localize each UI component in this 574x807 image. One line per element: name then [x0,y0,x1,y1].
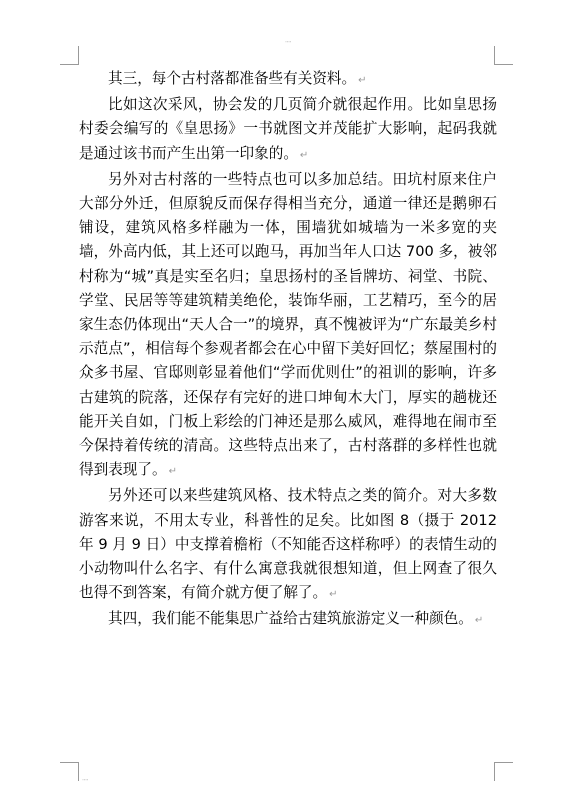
paragraph-3 [79,168,497,485]
crop-mark-top-right [494,46,513,65]
paragraph-mark: ↵ [329,589,338,601]
paragraph-1 [79,67,497,93]
paragraph-2 [79,93,497,168]
crop-mark-bottom-right [494,762,513,781]
paragraph-text: 另外还可以来些建筑风格、技术特点之类的简介。对大多数游客来说，不用太专业，科普性的足矣。比如图 8（摄于 2012 年 9 月 9 日）中支撑着檐桁（不知能否这样称呼）的表情生动的小动物叫什么名字、有什么寓意我就很想知道，但上网查了很久也得不到答案，有简介就方便了解了。 [79,487,497,602]
paragraph-mark: ↵ [299,149,309,161]
paragraph-text: 其三，每个古村落都准备些有关资料。 [108,70,357,87]
paragraph-text: 另外对古村落的一些特点也可以多加总结。田坑村原来住户大部分外迁，但原貌反而保存得相当充分，通道一律还是鹅卵石铺设，建筑风格多样融为一体，围墙犹如城墙为一米多宽的夹墙，外高内低，其上还可以跑马，再加当年人口达 700 多，被邻村称为“城”真是实至名归；皇思扬村的圣旨牌坊、祠堂、书院、学堂、民居等等建筑精美绝伦，装饰华丽，工艺精巧，至今的居家生态仍体现出“天人合一”的境界，真不愧被评为“广东最美乡村示范点”，相信每个参观者都会在心中留下美好回忆；蔡屋围村的众多书屋、官邸则彰显着他们“学而优则仕”的祖训的影响，许多古建筑的院落，还保存有完好的进口坤甸木大门，厚实的趟栊还能开关自如，门板上彩绘的门神还是那么威风，难得地在闹市至今保持着传统的清高。这些特点出来了，古村落群的多样性也就得到表现了。 [79,170,497,479]
paragraph-mark: ↵ [474,615,484,627]
paragraph-5 [79,607,497,633]
crop-mark-bottom-left [60,762,79,781]
document-body[interactable] [79,67,497,634]
paragraph-mark: ↵ [358,75,367,86]
crop-mark-top-left [60,46,79,65]
paragraph-mark: ↵ [168,466,177,478]
bottom-page-mark: ᠁ [81,777,88,784]
paragraph-text: 比如这次采风，协会发的几页简介就很起作用。比如皇思扬村委会编写的《皇思扬》一书就图文并茂能扩大影响，起码我就是通过该书而产生出第一印象的。 [79,96,497,162]
top-page-mark: ᠁ [284,39,291,46]
paragraph-text: 其四，我们能不能集思广益给古建筑旅游定义一种颜色。 [108,610,473,628]
paragraph-4 [79,484,497,607]
